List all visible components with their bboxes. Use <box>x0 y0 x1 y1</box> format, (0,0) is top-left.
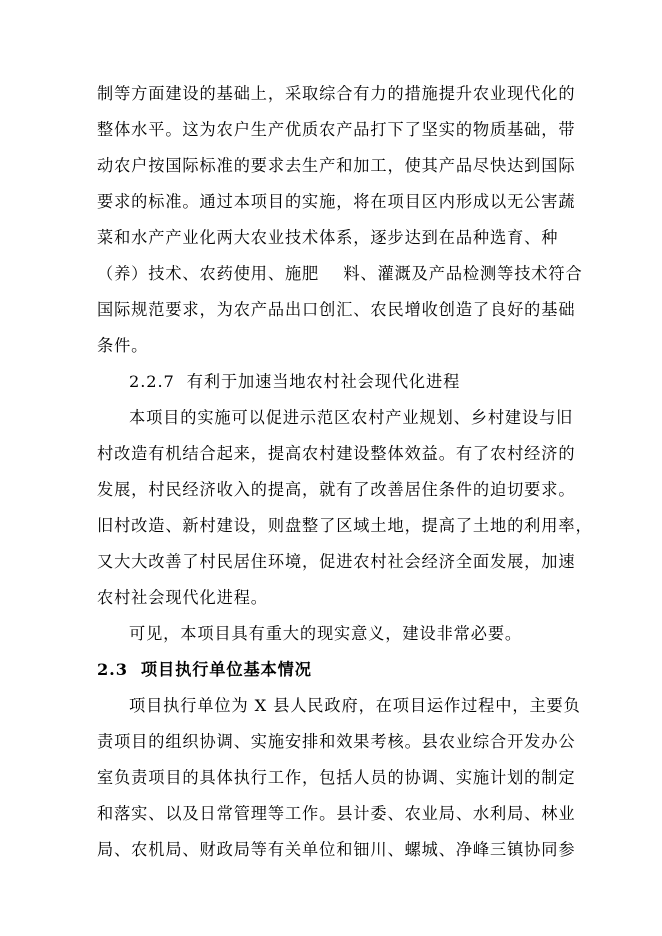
paragraph-line: 责项目的组织协调、实施安排和效果考核。县农业综合开发办公 <box>97 732 576 751</box>
paragraph-line: 整体水平。这为农户生产优质农产品打下了坚实的物质基础，带 <box>97 120 576 139</box>
paragraph-line: 项目执行单位为 X 县人民政府，在项目运作过程中，主要负 <box>129 696 581 715</box>
paragraph-line: 又大大改善了村民居住环境，促进农村社会经济全面发展，加速 <box>97 552 576 571</box>
paragraph-line: 发展，村民经济收入的提高，就有了改善居住条件的迫切要求。 <box>97 480 576 499</box>
paragraph-line: 菜和水产产业化两大农业技术体系，逐步达到在品种选育、种 <box>97 228 559 247</box>
paragraph-line: 要求的标准。通过本项目的实施，将在项目区内形成以无公害蔬 <box>97 192 576 211</box>
paragraph-line: 农村社会现代化进程。 <box>97 588 268 607</box>
paragraph-line: 制等方面建设的基础上，采取综合有力的措施提升农业现代化的 <box>97 84 576 103</box>
paragraph-line: （养）技术、农药使用、施肥 料、灌溉及产品检测等技术符合 <box>97 264 583 283</box>
paragraph-line: 国际规范要求，为农产品出口创汇、农民增收创造了良好的基础 <box>97 300 576 319</box>
section-heading: 2.3 项目执行单位基本情况 <box>97 660 312 679</box>
paragraph-line: 旧村改造、新村建设，则盘整了区域土地，提高了土地的利用率， <box>97 516 593 535</box>
paragraph-line: 局、农机局、财政局等有关单位和钿川、螺城、净峰三镇协同参 <box>97 840 576 859</box>
paragraph-line: 动农户按国际标准的要求去生产和加工，使其产品尽快达到国际 <box>97 156 576 175</box>
paragraph-line: 条件。 <box>97 336 149 355</box>
paragraph-line: 本项目的实施可以促进示范区农村产业规划、乡村建设与旧 <box>129 408 574 427</box>
conclusion-line: 可见，本项目具有重大的现实意义，建设非常必要。 <box>129 624 523 643</box>
paragraph-line: 村改造有机结合起来，提高农村建设整体效益。有了农村经济的 <box>97 444 576 463</box>
paragraph-line: 室负责项目的具体执行工作，包括人员的协调、实施计划的制定 <box>97 768 576 787</box>
paragraph-line: 和落实、以及日常管理等工作。县计委、农业局、水利局、林业 <box>97 804 576 823</box>
subsection-heading: 2.2.7 有利于加速当地农村社会现代化进程 <box>129 372 461 391</box>
